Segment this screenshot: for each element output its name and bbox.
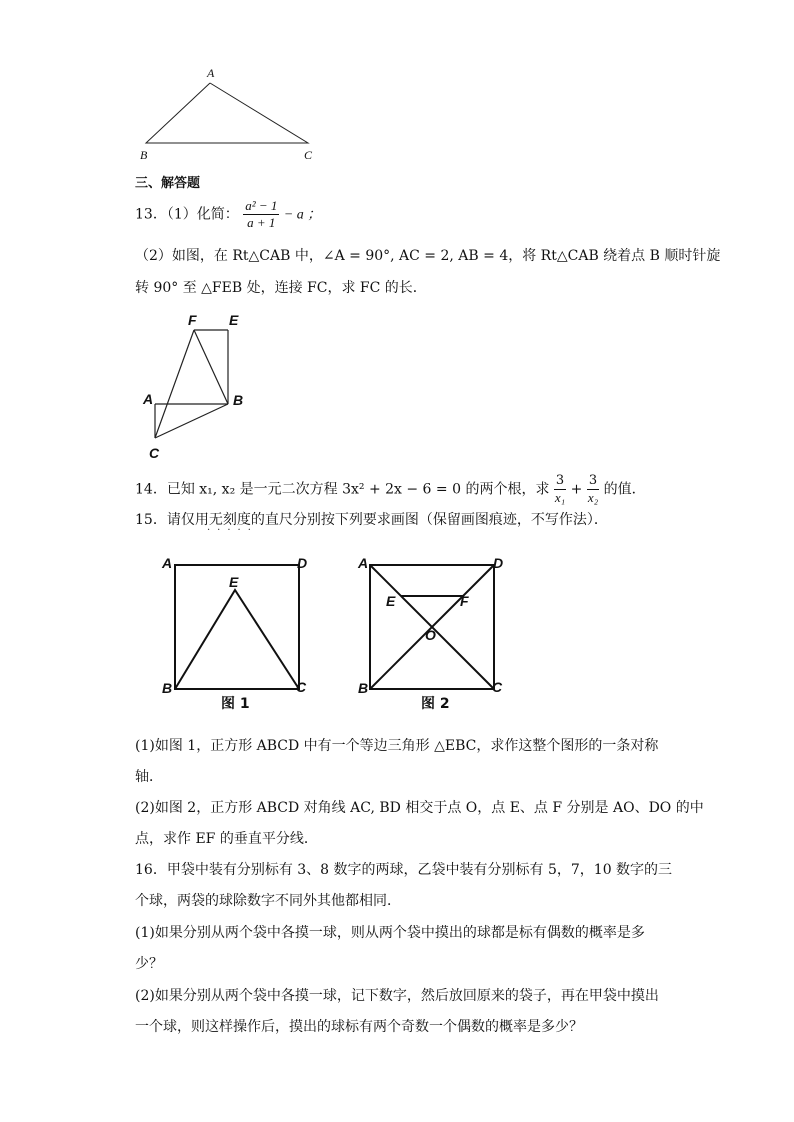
q14-fraction-1-numerator: 3 (555, 473, 565, 488)
fig2-caption: 图 2 (421, 696, 450, 712)
fig2-point-e-label: E (386, 593, 396, 609)
q16-part2-line2: 一个球，则这样操作后，摸出的球标有两个奇数一个偶数的概率是多少？ (135, 1019, 583, 1035)
q15-part2-line2: 点，求作 EF 的垂直平分线． (135, 831, 318, 847)
q14-fraction-1 (554, 473, 566, 506)
point-c-label: C (304, 148, 313, 162)
q13-fraction-numerator: a² − 1 (245, 198, 278, 213)
q13-part1-prefix: 13．（1）化简： (135, 206, 239, 223)
q13-point-c-label: C (149, 445, 160, 461)
q13-fraction-denominator: a + 1 (247, 215, 276, 230)
q16-line1: 16．甲袋中装有分别标有 3、8 数字的两球，乙袋中装有分别标有 5，7，10 数字的三 (135, 862, 673, 878)
q15-part1-line1: (1)如图 1，正方形 ABCD 中有一个等边三角形 △EBC，求作这整个图形的一条对称 (135, 738, 659, 754)
q13-point-f-label: F (188, 312, 197, 328)
q15-part1-line2: 轴． (135, 769, 163, 785)
q14-fraction-2-denominator: x₂ (587, 490, 599, 505)
q13-part1-suffix: − a ； (283, 207, 322, 223)
fig1-point-a-label: A (162, 555, 173, 571)
q16-line2: 个球，两袋的球除数字不同外其他都相同． (135, 893, 401, 909)
fig1-point-d-label: D (297, 555, 308, 571)
fig2-point-o-label: O (425, 627, 436, 643)
q13-part2-line1: （2）如图，在 Rt△CAB 中，∠A = 90°, AC = 2, AB = 4，将 Rt△CAB 绕着点 B 顺时针旋 (135, 248, 721, 264)
fig1-point-e-label: E (229, 574, 239, 590)
q16-part1-line1: (1)如果分别从两个袋中各摸一球，则从两个袋中摸出的球都是标有偶数的概率是多 (135, 925, 645, 941)
q14-plus: + (570, 481, 583, 498)
section-heading: 三、解答题 (135, 176, 201, 191)
q13-point-b-label: B (233, 392, 244, 408)
point-a-label: A (207, 66, 215, 80)
fig2-point-b-label: B (358, 680, 369, 696)
fig2-point-f-label: F (460, 593, 469, 609)
q15-emphasis-dots: ····· (207, 525, 258, 536)
q14-suffix: 的值． (603, 481, 646, 498)
q13-fraction (243, 198, 279, 231)
fig1-point-c-label: C (296, 679, 307, 695)
fig1-caption: 图 1 (221, 696, 250, 712)
q13-part2-line2: 转 90° 至 △FEB 处，连接 FC，求 FC 的长． (135, 280, 427, 296)
q16-part1-line2: 少？ (135, 956, 163, 972)
q13-figure-drawing (140, 320, 250, 445)
fig2-point-a-label: A (358, 555, 369, 571)
q14 (135, 473, 646, 506)
q13-part1 (135, 198, 321, 231)
q14-fraction-2-numerator: 3 (588, 473, 598, 488)
q15-text: 15．请仅用无刻度的直尺分别按下列要求画图（保留画图痕迹，不写作法）． (135, 512, 608, 528)
q14-fraction-2 (587, 473, 599, 506)
fig2-point-c-label: C (492, 679, 503, 695)
q13-point-e-label: E (229, 312, 239, 328)
point-b-label: B (140, 148, 148, 162)
q16-part2-line1: (2)如果分别从两个袋中各摸一球，记下数字，然后放回原来的袋子，再在甲袋中摸出 (135, 988, 659, 1004)
q14-text: 14．已知 x₁, x₂ 是一元二次方程 3x² + 2x − 6 = 0 的两个根，求 (135, 481, 550, 498)
fig1-point-b-label: B (162, 680, 173, 696)
triangle-abc-drawing (140, 75, 320, 155)
fig2-point-d-label: D (493, 555, 504, 571)
q14-fraction-1-denominator: x₁ (554, 490, 566, 505)
q15-part2-line1: (2)如图 2，正方形 ABCD 对角线 AC, BD 相交于点 O，点 E、点 F 分别是 AO、DO 的中 (135, 800, 704, 816)
q13-point-a-label: A (143, 391, 154, 407)
